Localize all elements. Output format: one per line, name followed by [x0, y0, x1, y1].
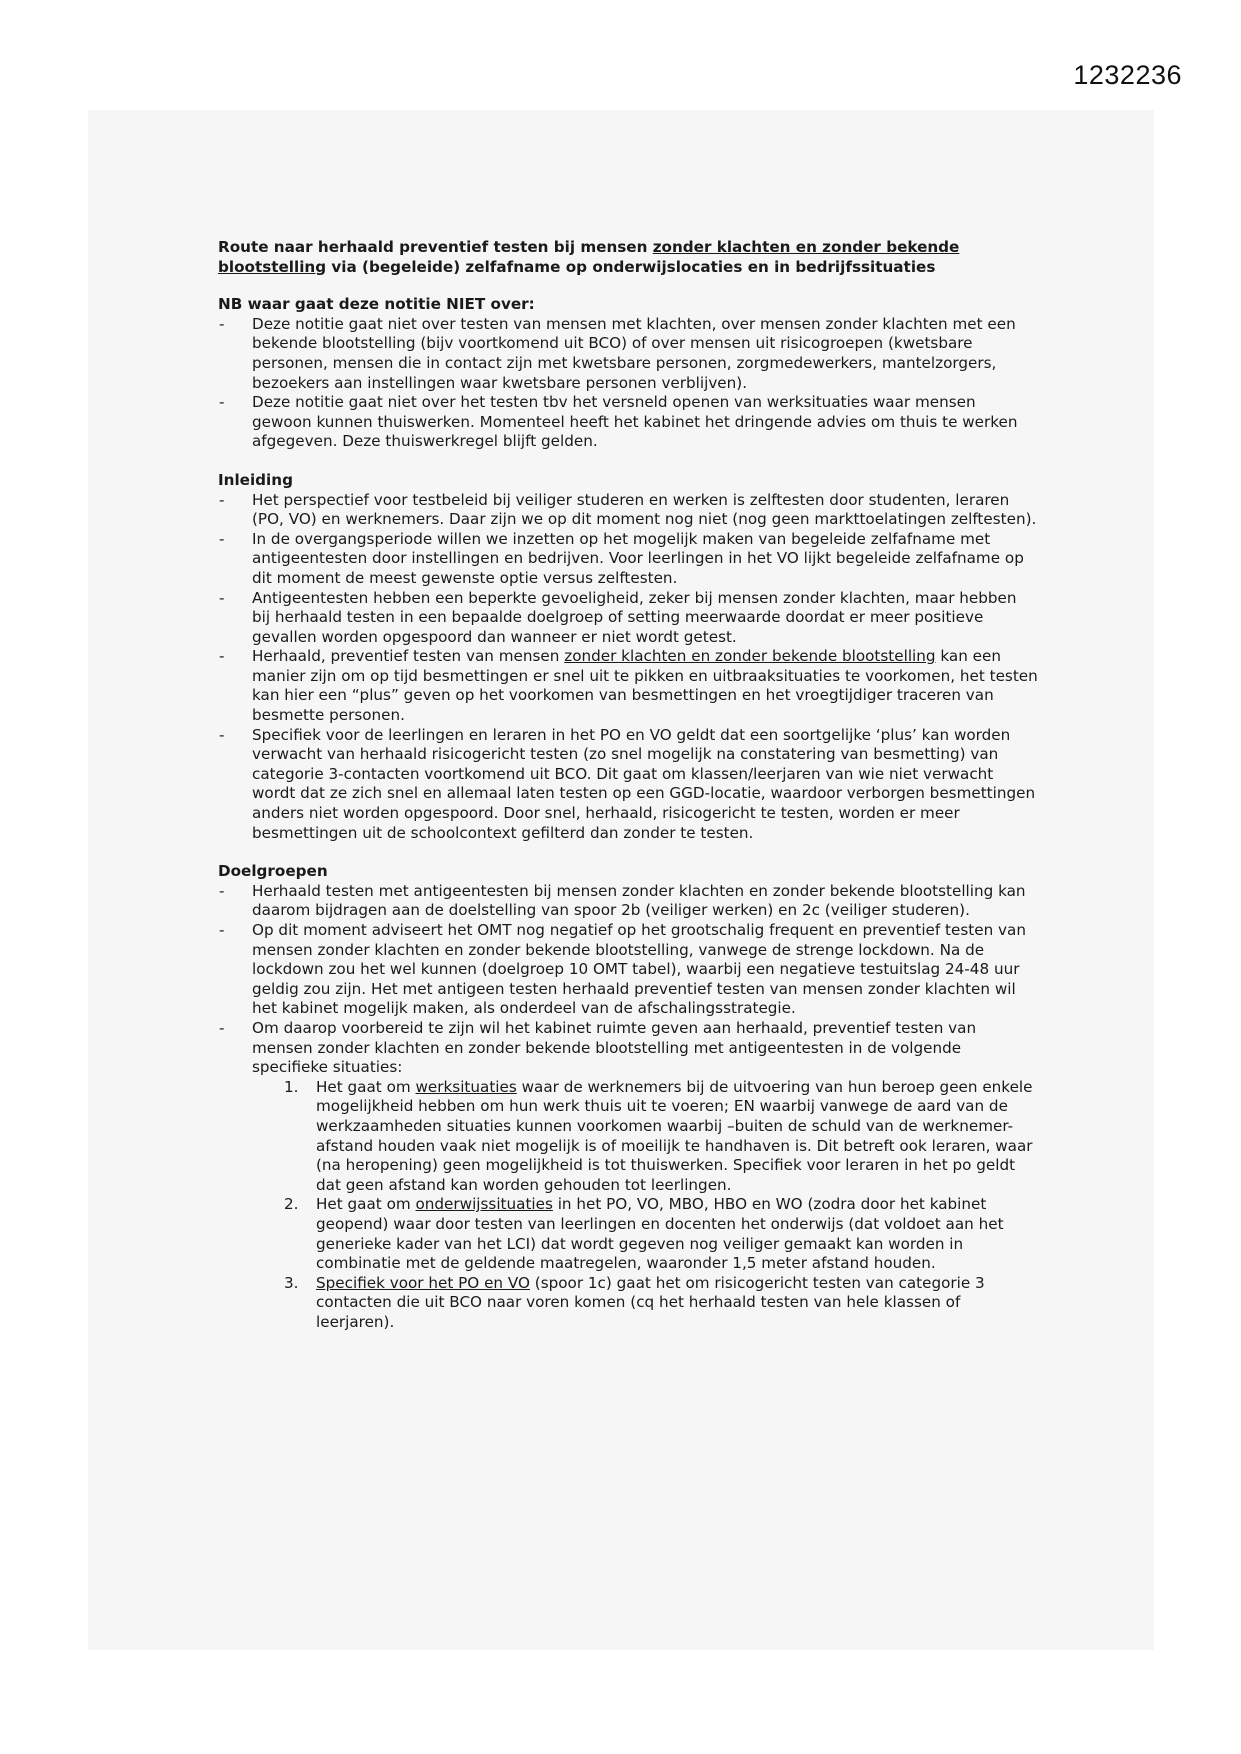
- situation-item: 1. Het gaat om werksituaties waar de werknemers bij de uitvoering van hun beroep geen enkele mogelijkheid hebben om hun werk thuis uit te voeren; EN waarbij vanwege de aard van de werkzaamheden situaties kunnen voorkomen waarbij –buiten de schuld van de werknemer- afstand houden vaak niet mogelijk is of moeilijk te handhaven is. Dit betreft ook leraren, waar (na heropening) geen mogelijkheid is tot thuiswerken. Specifiek voor leraren in het po geldt dat geen afstand kan worden gehouden tot leerlingen.: [284, 1077, 1033, 1194]
- nb-list: [218, 315, 1038, 452]
- document-title: Route naar herhaald preventief testen bij mensen zonder klachten en zonder bekende blootstelling via (begeleide) zelfafname op onderwijslocaties en in bedrijfssituaties: [218, 238, 960, 276]
- section-heading-inleiding: Inleiding: [218, 470, 293, 489]
- document-body: [218, 238, 1038, 1351]
- list-item: - Deze notitie gaat niet over testen van mensen met klachten, over mensen zonder klachten met een bekende blootstelling (bijv voortkomend uit BCO) of over mensen uit risicogroepen (kwetsbare personen, mensen die in contact zijn met kwetsbare personen, zorgmedewerkers, mantelzorgers, bezoekers aan instellingen waar kwetsbare personen verblijven).: [218, 315, 1038, 393]
- list-item: - Op dit moment adviseert het OMT nog negatief op het grootschalig frequent en preventief testen van mensen zonder klachten en zonder bekende blootstelling, vanwege de strenge lockdown. Na de lockdown zou het wel kunnen (doelgroep 10 OMT tabel), waarbij een negatieve testuitslag 24-48 uur geldig zou zijn. Het met antigeen testen herhaald preventief testen van mensen zonder klachten wil het kabinet mogelijk maken, als onderdeel van de afschalingsstrategie.: [218, 921, 1038, 1019]
- list-item: - Specifiek voor de leerlingen en leraren in het PO en VO geldt dat een soortgelijke ‘plus’ kan worden verwacht van herhaald risicogericht testen (zo snel mogelijk na constatering van besmetting) van categorie 3-contacten voortkomend uit BCO. Dit gaat om klassen/leerjaren van wie niet verwacht wordt dat ze zich snel en allemaal laten testen op een GGD-locatie, waardoor verborgen besmettingen anders niet worden opgespoord. Door snel, herhaald, risicogericht te testen, worden er meer besmettingen uit de schoolcontext gefilterd dan zonder te testen.: [218, 726, 1038, 844]
- section-nb: [218, 295, 1038, 452]
- inleiding-list: [218, 491, 1038, 844]
- section-heading-doelgroepen: Doelgroepen: [218, 862, 328, 881]
- document-id: 1232236: [1073, 60, 1182, 90]
- section-heading-nb: NB waar gaat deze notitie NIET over:: [218, 295, 535, 314]
- list-item: - Deze notitie gaat niet over het testen tbv het versneld openen van werksituaties waar mensen gewoon kunnen thuiswerken. Momenteel heeft het kabinet het dringende advies om thuis te werken afgegeven. Deze thuiswerkregel blijft gelden.: [218, 393, 1038, 452]
- list-item: - In de overgangsperiode willen we inzetten op het mogelijk maken van begeleide zelfafname met antigeentesten door instellingen en bedrijven. Voor leerlingen in het VO lijkt begeleide zelfafname op dit moment de meest gewenste optie versus zelftesten.: [218, 530, 1038, 589]
- section-doelgroepen: [218, 862, 1038, 1332]
- doelgroepen-list: [218, 882, 1038, 1333]
- list-item: - Het perspectief voor testbeleid bij veiliger studeren en werken is zelftesten door studenten, leraren (PO, VO) en werknemers. Daar zijn we op dit moment nog niet (nog geen markttoelatingen zelftesten).: [218, 491, 1038, 530]
- list-item: - Antigeentesten hebben een beperkte gevoeligheid, zeker bij mensen zonder klachten, maar hebben bij herhaald testen in een bepaalde doelgroep of setting meerwaarde doordat er meer positieve gevallen worden opgespoord dan wanneer er niet wordt getest.: [218, 589, 1038, 648]
- situation-item: 3. Specifiek voor het PO en VO (spoor 1c) gaat het om risicogericht testen van categorie 3 contacten die uit BCO naar voren komen (cq het herhaald testen van hele klassen of leerjaren).: [284, 1273, 985, 1331]
- list-item: - Om daarop voorbereid te zijn wil het kabinet ruimte geven aan herhaald, preventief testen van mensen zonder klachten en zonder bekende blootstelling met antigeentesten in de volgende specifieke situaties: 1. Het gaat om werksituaties waar de werknemers bij de uitvoering van hun beroep geen enkele mogelijkheid hebben om hun werk thuis uit te voeren; EN waarbij vanwege de aard van de werkzaamheden situaties kunnen voorkomen waarbij –buiten de schuld van de werknemer- afstand houden vaak niet mogelijk is of moeilijk te handhaven is. Dit betreft ook leraren, waar (na heropening) geen mogelijkheid is tot thuiswerken. Specifiek voor leraren in het po geldt dat geen afstand kan worden gehouden tot leerlingen. 2. Het gaat om onderwijssituaties in het PO, VO, MBO, HBO en WO (zodra door het kabinet geopend) waar door testen van leerlingen en docenten het onderwijs (dat voldoet aan het generieke kader van het LCI) dat wordt gegeven nog veiliger gemaakt kan worden in combinatie met de geldende maatregelen, waaronder 1,5 meter afstand houden. 3. Specifiek voor het PO en VO (spoor 1c) gaat het om risicogericht testen van categorie 3 contacten die uit BCO naar voren komen (cq het herhaald testen van hele klassen of leerjaren).: [218, 1019, 1038, 1333]
- list-item: - Herhaald testen met antigeentesten bij mensen zonder klachten en zonder bekende blootstelling kan daarom bijdragen aan de doelstelling van spoor 2b (veiliger werken) en 2c (veiliger studeren).: [218, 882, 1038, 921]
- situations-list: [252, 1078, 1038, 1333]
- situation-item: 2. Het gaat om onderwijssituaties in het PO, VO, MBO, HBO en WO (zodra door het kabinet geopend) waar door testen van leerlingen en docenten het onderwijs (dat voldoet aan het generieke kader van het LCI) dat wordt gegeven nog veiliger gemaakt kan worden in combinatie met de geldende maatregelen, waaronder 1,5 meter afstand houden.: [284, 1195, 1004, 1273]
- section-inleiding: [218, 471, 1038, 843]
- list-item: - Herhaald, preventief testen van mensen zonder klachten en zonder bekende blootstelling kan een manier zijn om op tijd besmettingen er snel uit te pikken en uitbraaksituaties te voorkomen, het testen kan hier een “plus” geven op het voorkomen van besmettingen en het vroegtijdiger traceren van besmette personen.: [218, 647, 1038, 725]
